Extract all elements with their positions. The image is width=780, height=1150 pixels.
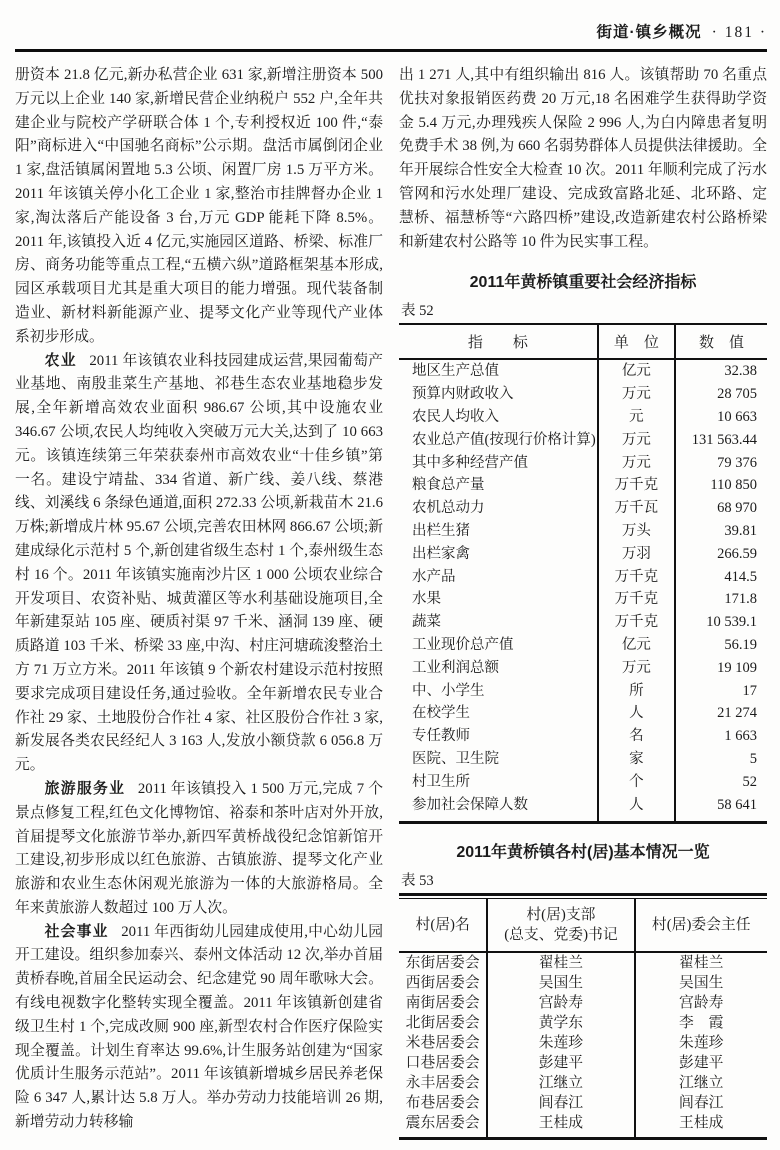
- paragraph-text: 册资本 21.8 亿元,新办私营企业 631 家,新增注册资本 500 万元以上企业 140 家,新增民营企业纳税户 552 户,全年共建企业与院校产学研联合体 1 个,专利授权近 100 件,“泰阳”商标进入“中国驰名商标”公示期。盘活市属倒闭企业 1 家,盘活镇属闲置地 5.3 公顷、闲置厂房 1.5 万平方米。2011 年该镇关停小化工企业 1 家,整治市挂牌督办企业 1 家,淘汰落后产能设备 3 台,万元 GDP 能耗下降 8.5%。2011 年,该镇投入近 4 亿元,实施园区道路、桥梁、标准厂房、商务功能等重点工程,“五横六纵”道路框架基本形成,园区承载项目尤其是重大项目的能力增强。现代装备制造业、新材料新能源产业、提琴文化产业等现代产业体系初步形成。: [15, 67, 383, 345]
- table-row: [399, 634, 767, 657]
- cell-value: 110 850: [710, 477, 757, 494]
- table-row: [399, 1033, 767, 1053]
- cell-unit: 亿元: [598, 359, 675, 383]
- cell-indicator: 专任教师: [412, 728, 470, 745]
- cell-indicator: 参加社会保障人数: [412, 796, 528, 813]
- villages-table: [399, 898, 767, 1140]
- table-header-row: [399, 324, 767, 359]
- cell-indicator: 农业总产值(按现行价格计算): [412, 431, 596, 448]
- cell-unit: 人: [598, 794, 675, 823]
- cell-village-name: 南街居委会: [405, 995, 480, 1012]
- table-row: [399, 657, 767, 680]
- cell-indicator: 其中多种经营产值: [412, 454, 528, 471]
- table53-body: [399, 952, 767, 1139]
- cell-secretary: 彭建平: [487, 1053, 634, 1073]
- table-row: [399, 993, 767, 1013]
- cell-unit: 人: [598, 702, 675, 725]
- header-committee-director: 村(居)委会主任: [635, 899, 768, 953]
- cell-unit: 万元: [598, 383, 675, 406]
- cell-value: 58 641: [717, 796, 757, 813]
- table-row: [399, 497, 767, 520]
- cell-unit: 万元: [598, 452, 675, 475]
- cell-village-name: 震东居委会: [405, 1115, 480, 1132]
- table-row: [399, 566, 767, 589]
- table-row: [399, 794, 767, 823]
- header-value: 数 值: [675, 324, 767, 359]
- paragraph: [15, 350, 383, 778]
- paragraph: [15, 921, 383, 1135]
- cell-unit: 亿元: [598, 634, 675, 657]
- paragraph: [15, 778, 383, 921]
- cell-indicator: 水产品: [412, 568, 456, 585]
- table53-label: 表 53: [401, 873, 434, 890]
- paragraph-text: 2011 年该镇农业科技园建成运营,果园葡萄产业基地、南殷韭菜生产基地、祁巷生态农业基地稳步发展,全年新增高效农业面积 986.67 公顷,其中设施农业 346.67 公顷,农民人均纯收入突破万元大关,达到了 10 663 元。该镇连续第三年荣获泰州市高效农业“十佳乡镇”第一名。建设宁靖盐、334 省道、新广线、姜八线、蔡港线、刘溪线 6 条绿色通道,面积 272.33 公顷,新栽苗木 21.6 万株;新增成片林 95.67 公顷,完善农田林网 866.67 公顷;新建成绿化示范村 5 个,新创建省级生态村 1 个,泰州级生态村 16 个。2011 年该镇实施南沙片区 1 000 公顷农业综合开发项目、农资补贴、城黄灌区等水利基础设施项目,全年新建泵站 105 座、硬质衬渠 97 千米、涵洞 139 座、硬质路道 103 千米、桥梁 33 座,中沟、村庄河塘疏浚整治土方 71 万立方米。2011 年该镇 9 个新农村建设示范村按照要求完成项目建设任务,通过验收。全年新增农民专业合作社 29 家、土地股份合作社 4 家、社区股份合作社 3 家,新发展各类农民经纪人 3 163 人,发放小额贷款 6 056.8 万元。: [15, 352, 383, 774]
- left-paragraphs: [15, 64, 383, 1135]
- cell-director: 闾春江: [679, 1095, 724, 1112]
- cell-indicator: 水果: [412, 591, 441, 608]
- table-row: [399, 1073, 767, 1093]
- cell-unit: 家: [598, 748, 675, 771]
- table-row: [399, 543, 767, 566]
- cell-unit: 万元: [598, 429, 675, 452]
- cell-secretary: 王桂成: [487, 1113, 634, 1139]
- paragraph: [15, 64, 383, 350]
- table-row: [399, 383, 767, 406]
- villages-table-frame: [399, 893, 767, 1140]
- cell-secretary: 吴国生: [487, 973, 634, 993]
- cell-value: 79 376: [717, 454, 757, 471]
- table-row: [399, 474, 767, 497]
- cell-secretary: 闾春江: [487, 1093, 634, 1113]
- cell-unit: 万羽: [598, 543, 675, 566]
- cell-village-name: 西街居委会: [405, 975, 480, 992]
- table52-title: 2011年黄桥镇重要社会经济指标: [469, 274, 697, 292]
- table-row: [399, 771, 767, 794]
- cell-unit: 元: [598, 406, 675, 429]
- cell-value: 1 663: [724, 728, 757, 745]
- cell-unit: 万头: [598, 520, 675, 543]
- cell-unit: 名: [598, 725, 675, 748]
- table-row: [399, 1013, 767, 1033]
- table-row: [399, 702, 767, 725]
- paragraph: [399, 64, 767, 254]
- cell-value: 28 705: [717, 386, 757, 403]
- cell-director: 翟桂兰: [679, 955, 724, 972]
- table-row: [399, 952, 767, 973]
- cell-director: 宫龄寿: [679, 995, 724, 1012]
- cell-value: 56.19: [724, 636, 757, 653]
- cell-indicator: 地区生产总值: [412, 363, 499, 380]
- cell-unit: 万千克: [598, 588, 675, 611]
- cell-unit: 万千克: [598, 611, 675, 634]
- cell-unit: 个: [598, 771, 675, 794]
- cell-indicator: 粮食总产量: [412, 477, 485, 494]
- header-party-secretary-line1: 村(居)支部: [526, 907, 596, 924]
- table-row: [399, 748, 767, 771]
- cell-village-name: 北街居委会: [405, 1015, 480, 1032]
- cell-director: 彭建平: [679, 1055, 724, 1072]
- cell-secretary: 江继立: [487, 1073, 634, 1093]
- page-number: · 181 ·: [711, 24, 767, 41]
- cell-indicator: 工业利润总额: [412, 659, 499, 676]
- paragraph-text: 2011 年西街幼儿园建成使用,中心幼儿园开工建设。组织参加泰兴、泰州文体活动 12 次,举办首届黄桥春晚,首届全民运动会、纪念建党 90 周年歌咏大会。有线电视数字化整转实现全覆盖。2011 年该镇新创建省级卫生村 1 个,完成改厕 900 座,新型农村合作医疗保险实现全覆盖。计划生育率达 99.6%,计生服务站创建为“国家优质计生服务示范站”。2011 年该镇新增城乡居民养老保险 6 347 人,累计达 5.8 万人。举办劳动力技能培训 26 期,新增劳动力转移输: [15, 923, 383, 1131]
- cell-value: 39.81: [724, 522, 757, 539]
- section-title: 街道·镇乡概况: [596, 24, 702, 41]
- page-header: [15, 0, 767, 52]
- cell-value: 21 274: [717, 705, 757, 722]
- cell-secretary: 翟桂兰: [487, 952, 634, 973]
- header-party-secretary-line2: (总支、党委)书记: [504, 927, 618, 944]
- paragraph-lead: 农业: [44, 352, 77, 369]
- paragraph-text: 2011 年该镇投入 1 500 万元,完成 7 个景点修复工程,红色文化博物馆、裕泰和茶叶店对外开放,首届提琴文化旅游节举办,新四军黄桥战役纪念馆新馆开工建设,初步形成以红色旅游、古镇旅游、提琴文化产业旅游和农业生态休闲观光旅游为一体的大旅游格局。全年来黄旅游人数超过 100 万人次。: [15, 780, 383, 916]
- cell-director: 江继立: [679, 1075, 724, 1092]
- table-row: [399, 1053, 767, 1073]
- header-unit: 单 位: [598, 324, 675, 359]
- header-party-secretary: [487, 899, 634, 953]
- table52-label: 表 52: [401, 303, 434, 320]
- economic-indicators-table: [399, 323, 767, 824]
- table-row: [399, 520, 767, 543]
- cell-value: 32.38: [724, 363, 757, 380]
- paragraph-lead: 旅游服务业: [44, 780, 126, 797]
- table-row: [399, 359, 767, 383]
- column-left: [15, 64, 383, 1140]
- cell-value: 266.59: [717, 545, 757, 562]
- cell-indicator: 农民人均收入: [412, 408, 499, 425]
- header-indicator: 指 标: [399, 324, 598, 359]
- table52-header: [399, 324, 767, 359]
- cell-unit: 万千克: [598, 474, 675, 497]
- column-right: [399, 64, 767, 1140]
- table-row: [399, 452, 767, 475]
- table53-header: [399, 899, 767, 953]
- right-paragraphs: [399, 64, 767, 254]
- cell-indicator: 医院、卫生院: [412, 750, 499, 767]
- cell-village-name: 永丰居委会: [405, 1075, 480, 1092]
- table-row: [399, 429, 767, 452]
- table-row: [399, 406, 767, 429]
- cell-unit: 所: [598, 680, 675, 703]
- table-row: [399, 1093, 767, 1113]
- paragraph-lead: 社会事业: [44, 923, 109, 940]
- cell-indicator: 农机总动力: [412, 500, 485, 517]
- cell-indicator: 蔬菜: [412, 614, 441, 631]
- table-row: [399, 973, 767, 993]
- paragraph-text: 出 1 271 人,其中有组织输出 816 人。该镇帮助 70 名重点优扶对象报销医药费 20 万元,18 名困难学生获得助学资金 5.4 万元,办理残疾人保险 2 996 人,为白内障患者复明免费手术 38 例,为 660 名弱势群体人员提供法律援助。全年开展综合性安全大检查 10 次。2011 年顺利完成了污水管网和污水处理厂建设、完成致富路北延、北环路、定慧桥、福慧桥等“六路四桥”建设,改造新建农村公路桥梁和新建农村公路等 10 件为民实事工程。: [399, 67, 767, 250]
- cell-indicator: 工业现价总产值: [412, 636, 514, 653]
- cell-value: 19 109: [717, 659, 757, 676]
- table-row: [399, 1113, 767, 1139]
- cell-indicator: 出栏家禽: [412, 545, 470, 562]
- header-village-name: 村(居)名: [399, 899, 487, 953]
- two-column-body: [15, 64, 767, 1140]
- cell-value: 10 663: [717, 408, 757, 425]
- cell-indicator: 村卫生所: [412, 773, 470, 790]
- cell-village-name: 口巷居委会: [405, 1055, 480, 1072]
- cell-value: 414.5: [724, 568, 757, 585]
- cell-unit: 万元: [598, 657, 675, 680]
- table-header-row: [399, 899, 767, 953]
- cell-unit: 万千克: [598, 566, 675, 589]
- cell-indicator: 预算内财政收入: [412, 386, 514, 403]
- cell-unit: 万千瓦: [598, 497, 675, 520]
- cell-director: 吴国生: [679, 975, 724, 992]
- cell-village-name: 米巷居委会: [405, 1035, 480, 1052]
- table-row: [399, 725, 767, 748]
- cell-secretary: 朱莲珍: [487, 1033, 634, 1053]
- cell-secretary: 黄学东: [487, 1013, 634, 1033]
- table-row: [399, 588, 767, 611]
- table53-title: 2011年黄桥镇各村(居)基本情况一览: [456, 844, 710, 862]
- cell-value: 10 539.1: [706, 614, 757, 631]
- cell-director: 朱莲珍: [679, 1035, 724, 1052]
- cell-value: 5: [749, 750, 757, 767]
- cell-director: 李 霞: [679, 1015, 724, 1032]
- table52-body: [399, 359, 767, 822]
- cell-village-name: 东街居委会: [405, 955, 480, 972]
- cell-indicator: 出栏生猪: [412, 522, 470, 539]
- cell-indicator: 在校学生: [412, 705, 470, 722]
- cell-village-name: 布巷居委会: [405, 1095, 480, 1112]
- cell-value: 17: [742, 682, 757, 699]
- cell-indicator: 中、小学生: [412, 682, 485, 699]
- cell-value: 52: [742, 773, 757, 790]
- cell-value: 171.8: [724, 591, 757, 608]
- cell-director: 王桂成: [679, 1115, 724, 1132]
- table-row: [399, 611, 767, 634]
- table-row: [399, 680, 767, 703]
- cell-value: 68 970: [717, 500, 757, 517]
- cell-secretary: 宫龄寿: [487, 993, 634, 1013]
- cell-value: 131 563.44: [691, 431, 757, 448]
